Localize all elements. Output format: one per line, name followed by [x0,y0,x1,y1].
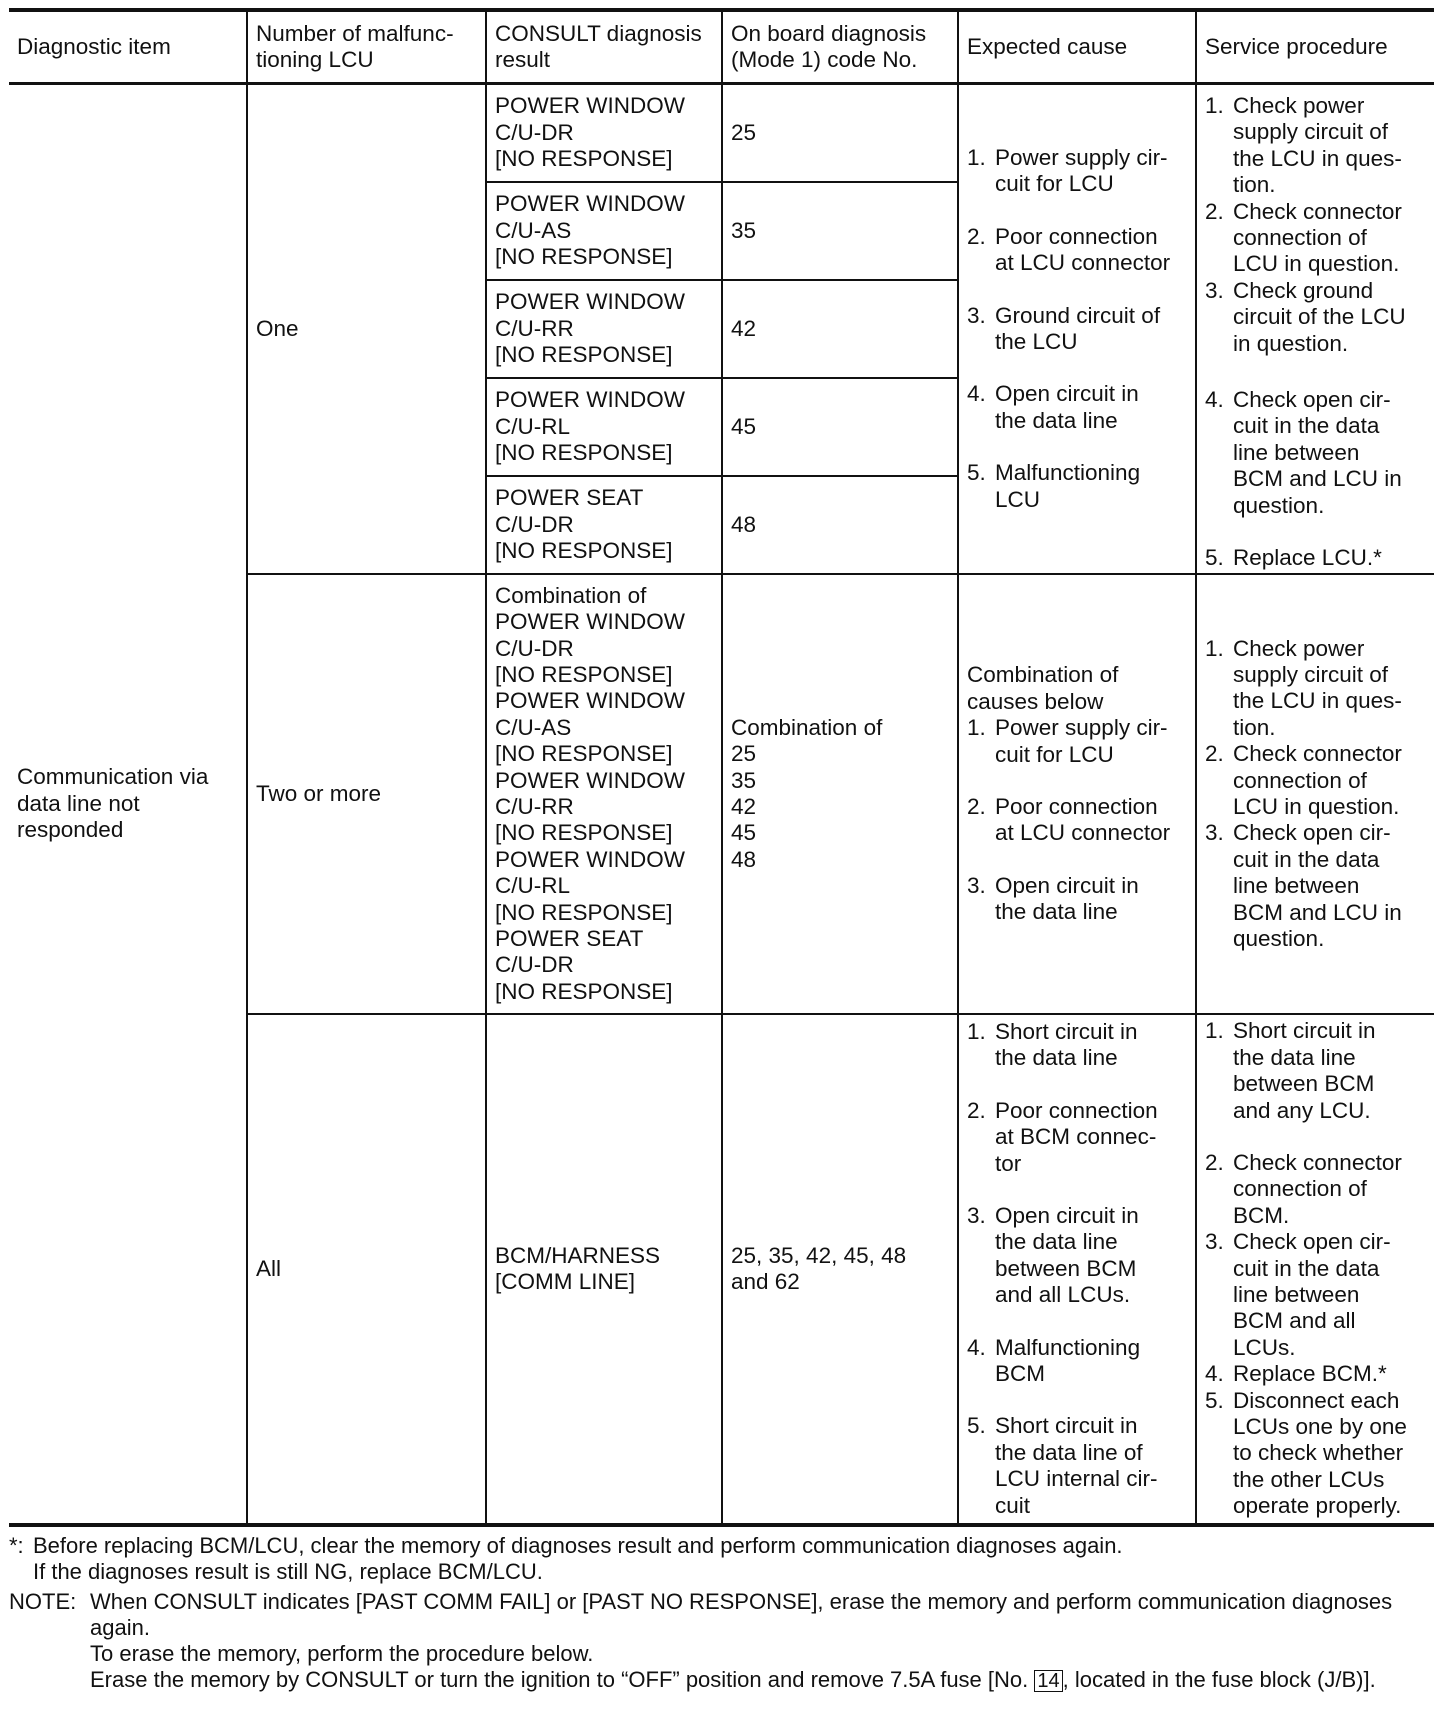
list-item [967,794,1189,847]
item-number: 3. [967,1202,986,1228]
item-number: 4. [967,1334,986,1360]
item-text: Poor connection at BCM connec- tor [995,1097,1158,1176]
cause-list [967,145,1189,513]
item-text: Poor connection at LCU connector [995,794,1171,846]
item-number: 1. [967,1018,986,1044]
list-item [1205,387,1428,519]
note-text: Erase the memory by CONSULT or turn the ignition to “OFF” position and remove 7.5A fuse [No. [90,1667,1029,1692]
diagnosis-table [9,8,1434,1527]
note-text: , located in the fuse block (J/B)]. [1062,1667,1376,1692]
service-procedure-all [1196,1014,1434,1525]
list-item [1205,820,1428,952]
table-row [9,84,1434,183]
footnote [9,1533,1434,1585]
consult-result-cell: POWER WINDOW C/U-RL [NO RESPONSE] [486,378,722,476]
expected-cause-one [958,84,1196,575]
item-text: Ground circuit of the LCU [995,302,1161,354]
list-item [1205,278,1428,357]
consult-result-cell: BCM/HARNESS [COMM LINE] [486,1014,722,1525]
item-text: Check connector connection of LCU in question. [1233,198,1402,277]
cause-list [967,715,1189,925]
footnote-line: Before replacing BCM/LCU, clear the memory of diagnoses result and perform communication diagnoses again. [33,1533,1123,1558]
list-item [1205,1361,1428,1387]
header-row [9,10,1434,84]
procedure-list [1205,387,1428,519]
diagnosis-document [9,8,1434,1693]
list-item [967,381,1189,434]
list-item [1205,636,1428,742]
item-number: 1. [1205,93,1224,118]
code-cell: 35 [722,182,958,280]
code-cell: 25, 35, 42, 45, 48 and 62 [722,1014,958,1525]
cause-intro: Combination of causes below [967,662,1119,714]
list-item [967,1098,1189,1177]
item-text: Check connector connection of BCM. [1233,1149,1402,1228]
item-number: 4. [967,381,986,407]
lcu-count-all: All [247,1014,486,1525]
item-text: Check ground circuit of the LCU in question. [1233,277,1406,356]
notes-section [9,1533,1434,1693]
code-cell: Combination of 25 35 42 45 48 [722,574,958,1014]
item-number: 1. [1205,635,1224,661]
list-item [967,1203,1189,1309]
lcu-count-two-or-more: Two or more [247,574,486,1014]
list-item [1205,1018,1428,1124]
item-text: Short circuit in the data line [995,1018,1138,1071]
item-number: 3. [1205,820,1224,846]
item-text: Malfunctioning BCM [995,1334,1141,1387]
list-item [967,873,1189,926]
list-item [967,460,1189,513]
list-item [1205,93,1428,199]
item-number: 5. [967,460,986,486]
header-service-procedure: Service procedure [1196,10,1434,84]
service-procedure-one [1196,84,1434,575]
header-number-lcu: Number of malfunc- tioning LCU [247,10,486,84]
item-number: 2. [967,1097,986,1123]
item-number: 4. [1205,1361,1224,1387]
item-text: Check power supply circuit of the LCU in ques- tion. [1233,635,1402,740]
item-number: 2. [967,223,986,249]
item-number: 4. [1205,387,1224,413]
item-number: 5. [967,1413,986,1439]
item-text: Check open cir- cuit in the data line between BCM and all LCUs. [1233,1229,1391,1360]
item-text: Power supply cir- cuit for LCU [995,144,1168,197]
footnote-line: If the diagnoses result is still NG, replace BCM/LCU. [33,1559,543,1584]
item-number: 2. [1205,198,1224,224]
item-number: 3. [1205,1229,1224,1255]
item-text: Check open cir- cuit in the data line between BCM and LCU in question. [1233,820,1402,952]
procedure-list [1205,545,1428,571]
code-cell: 48 [722,476,958,574]
item-text: Open circuit in the data line [995,381,1139,433]
note-line: When CONSULT indicates [PAST COMM FAIL] or [PAST NO RESPONSE], erase the memory and perform communication diagnoses again. [90,1589,1393,1640]
item-number: 1. [1205,1018,1224,1044]
header-expected-cause: Expected cause [958,10,1196,84]
item-text: Check open cir- cuit in the data line between BCM and LCU in question. [1233,387,1402,518]
consult-result-cell: Combination of POWER WINDOW C/U-DR [NO RESPONSE] POWER WINDOW C/U-AS [NO RESPONSE] POWER WINDOW C/U-RR [NO RESPONSE] POWER WINDOW C/U-RL [NO RESPONSE] POWER SEAT C/U-DR [NO RESPONSE] [486,574,722,1014]
expected-cause-two [958,574,1196,1014]
list-item [967,1335,1189,1388]
list-item [967,145,1189,198]
procedure-list [1205,1018,1428,1124]
expected-cause-all [958,1014,1196,1525]
header-obd-code: On board diagnosis (Mode 1) code No. [722,10,958,84]
list-item [1205,1229,1428,1361]
footnote-mark: *: [9,1533,24,1558]
list-item [1205,1388,1428,1520]
header-diagnostic-item: Diagnostic item [9,10,247,84]
procedure-list [1205,93,1428,357]
item-text: Short circuit in the data line of LCU internal cir- cuit [995,1413,1158,1518]
fuse-number-box: 14 [1034,1670,1062,1692]
diagnostic-item-cell: Communication via data line not responded [9,84,247,1526]
note-line [90,1667,1434,1693]
procedure-list [1205,1150,1428,1520]
item-text: Poor connection at LCU connector [995,223,1171,276]
item-number: 5. [1205,1387,1224,1413]
item-text: Replace LCU.* [1233,545,1382,571]
item-text: Replace BCM.* [1233,1361,1387,1387]
item-number: 2. [967,794,986,819]
item-text: Check connector connection of LCU in question. [1233,741,1402,819]
item-text: Open circuit in the data line between BCM and all LCUs. [995,1202,1139,1308]
note-label: NOTE: [9,1589,77,1614]
code-cell: 25 [722,84,958,183]
code-cell: 42 [722,280,958,378]
list-item [967,715,1189,768]
consult-result-cell: POWER WINDOW C/U-AS [NO RESPONSE] [486,182,722,280]
service-procedure-two [1196,574,1434,1014]
code-cell: 45 [722,378,958,476]
item-text: Malfunctioning LCU [995,460,1141,512]
item-number: 1. [967,144,986,170]
list-item [1205,741,1428,820]
consult-result-cell: POWER WINDOW C/U-RR [NO RESPONSE] [486,280,722,378]
note-line: To erase the memory, perform the procedure below. [90,1641,594,1666]
list-item [967,303,1189,356]
list-item [1205,199,1428,278]
item-text: Open circuit in the data line [995,872,1139,925]
note [9,1589,1434,1693]
item-number: 3. [967,302,986,328]
item-text: Short circuit in the data line between BCM and any LCU. [1233,1018,1376,1123]
consult-result-cell: POWER SEAT C/U-DR [NO RESPONSE] [486,476,722,574]
item-text: Disconnect each LCUs one by one to check whether the other LCUs operate properly. [1233,1387,1407,1519]
header-consult-result: CONSULT diagnosis result [486,10,722,84]
item-number: 2. [1205,741,1224,767]
list-item [1205,545,1428,571]
list-item [1205,1150,1428,1229]
lcu-count-one: One [247,84,486,575]
item-text: Power supply cir- cuit for LCU [995,715,1168,767]
item-number: 2. [1205,1149,1224,1175]
item-text: Check power supply circuit of the LCU in ques- tion. [1233,93,1402,198]
item-number: 1. [967,715,986,741]
item-number: 5. [1205,545,1224,571]
cause-list [967,1019,1189,1519]
item-number: 3. [1205,277,1224,303]
consult-result-cell: POWER WINDOW C/U-DR [NO RESPONSE] [486,84,722,183]
list-item [967,1413,1189,1519]
list-item [967,224,1189,277]
list-item [967,1019,1189,1072]
procedure-list [1205,636,1428,953]
item-number: 3. [967,872,986,898]
